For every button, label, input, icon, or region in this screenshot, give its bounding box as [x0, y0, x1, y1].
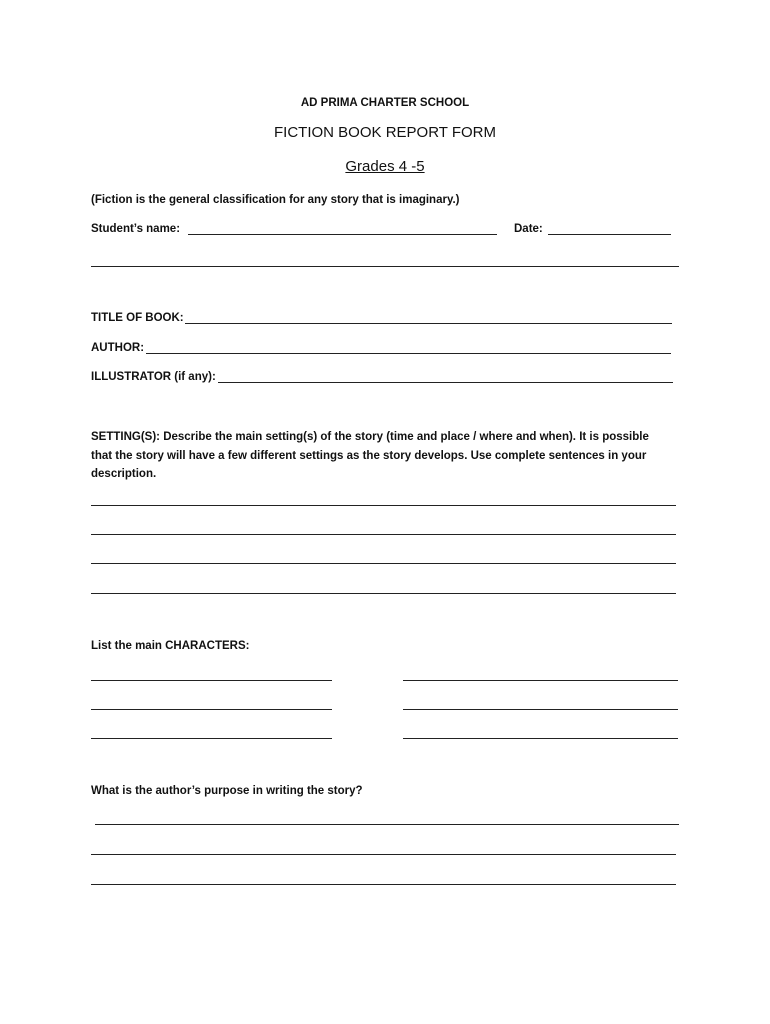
character-field-line[interactable]	[403, 709, 678, 710]
form-title: FICTION BOOK REPORT FORM	[274, 124, 496, 141]
separator-line	[91, 266, 679, 267]
author-field-line[interactable]	[146, 353, 671, 354]
illustrator-field-line[interactable]	[218, 382, 673, 383]
character-field-line[interactable]	[403, 738, 678, 739]
character-field-line[interactable]	[91, 738, 332, 739]
character-field-line[interactable]	[91, 709, 332, 710]
book-title-label: TITLE OF BOOK:	[91, 312, 184, 324]
characters-label: List the main CHARACTERS:	[91, 640, 250, 652]
character-field-line[interactable]	[91, 680, 332, 681]
grades-subtitle: Grades 4 -5	[345, 158, 425, 175]
setting-answer-line[interactable]	[91, 563, 676, 564]
character-field-line[interactable]	[403, 680, 678, 681]
purpose-answer-line[interactable]	[91, 854, 676, 855]
date-field-line[interactable]	[548, 234, 671, 235]
purpose-answer-line[interactable]	[91, 884, 676, 885]
setting-answer-line[interactable]	[91, 534, 676, 535]
date-label: Date:	[514, 223, 543, 235]
student-name-label: Student’s name:	[91, 223, 181, 235]
illustrator-label: ILLUSTRATOR (if any):	[91, 371, 216, 383]
author-label: AUTHOR:	[91, 342, 145, 354]
book-title-field-line[interactable]	[185, 323, 672, 324]
student-name-field-line[interactable]	[188, 234, 497, 235]
author-purpose-label: What is the author’s purpose in writing the story?	[91, 785, 363, 797]
setting-answer-line[interactable]	[91, 505, 676, 506]
purpose-answer-line[interactable]	[95, 824, 679, 825]
school-name: AD PRIMA CHARTER SCHOOL	[300, 97, 470, 109]
setting-answer-line[interactable]	[91, 593, 676, 594]
setting-prompt: SETTING(S): Describe the main setting(s) of the story (time and place / where and when). It is possible that the story will have a few different settings as the story develops. Use complete sentences in your description.	[91, 431, 649, 480]
fiction-note: (Fiction is the general classification for any story that is imaginary.)	[91, 194, 460, 206]
